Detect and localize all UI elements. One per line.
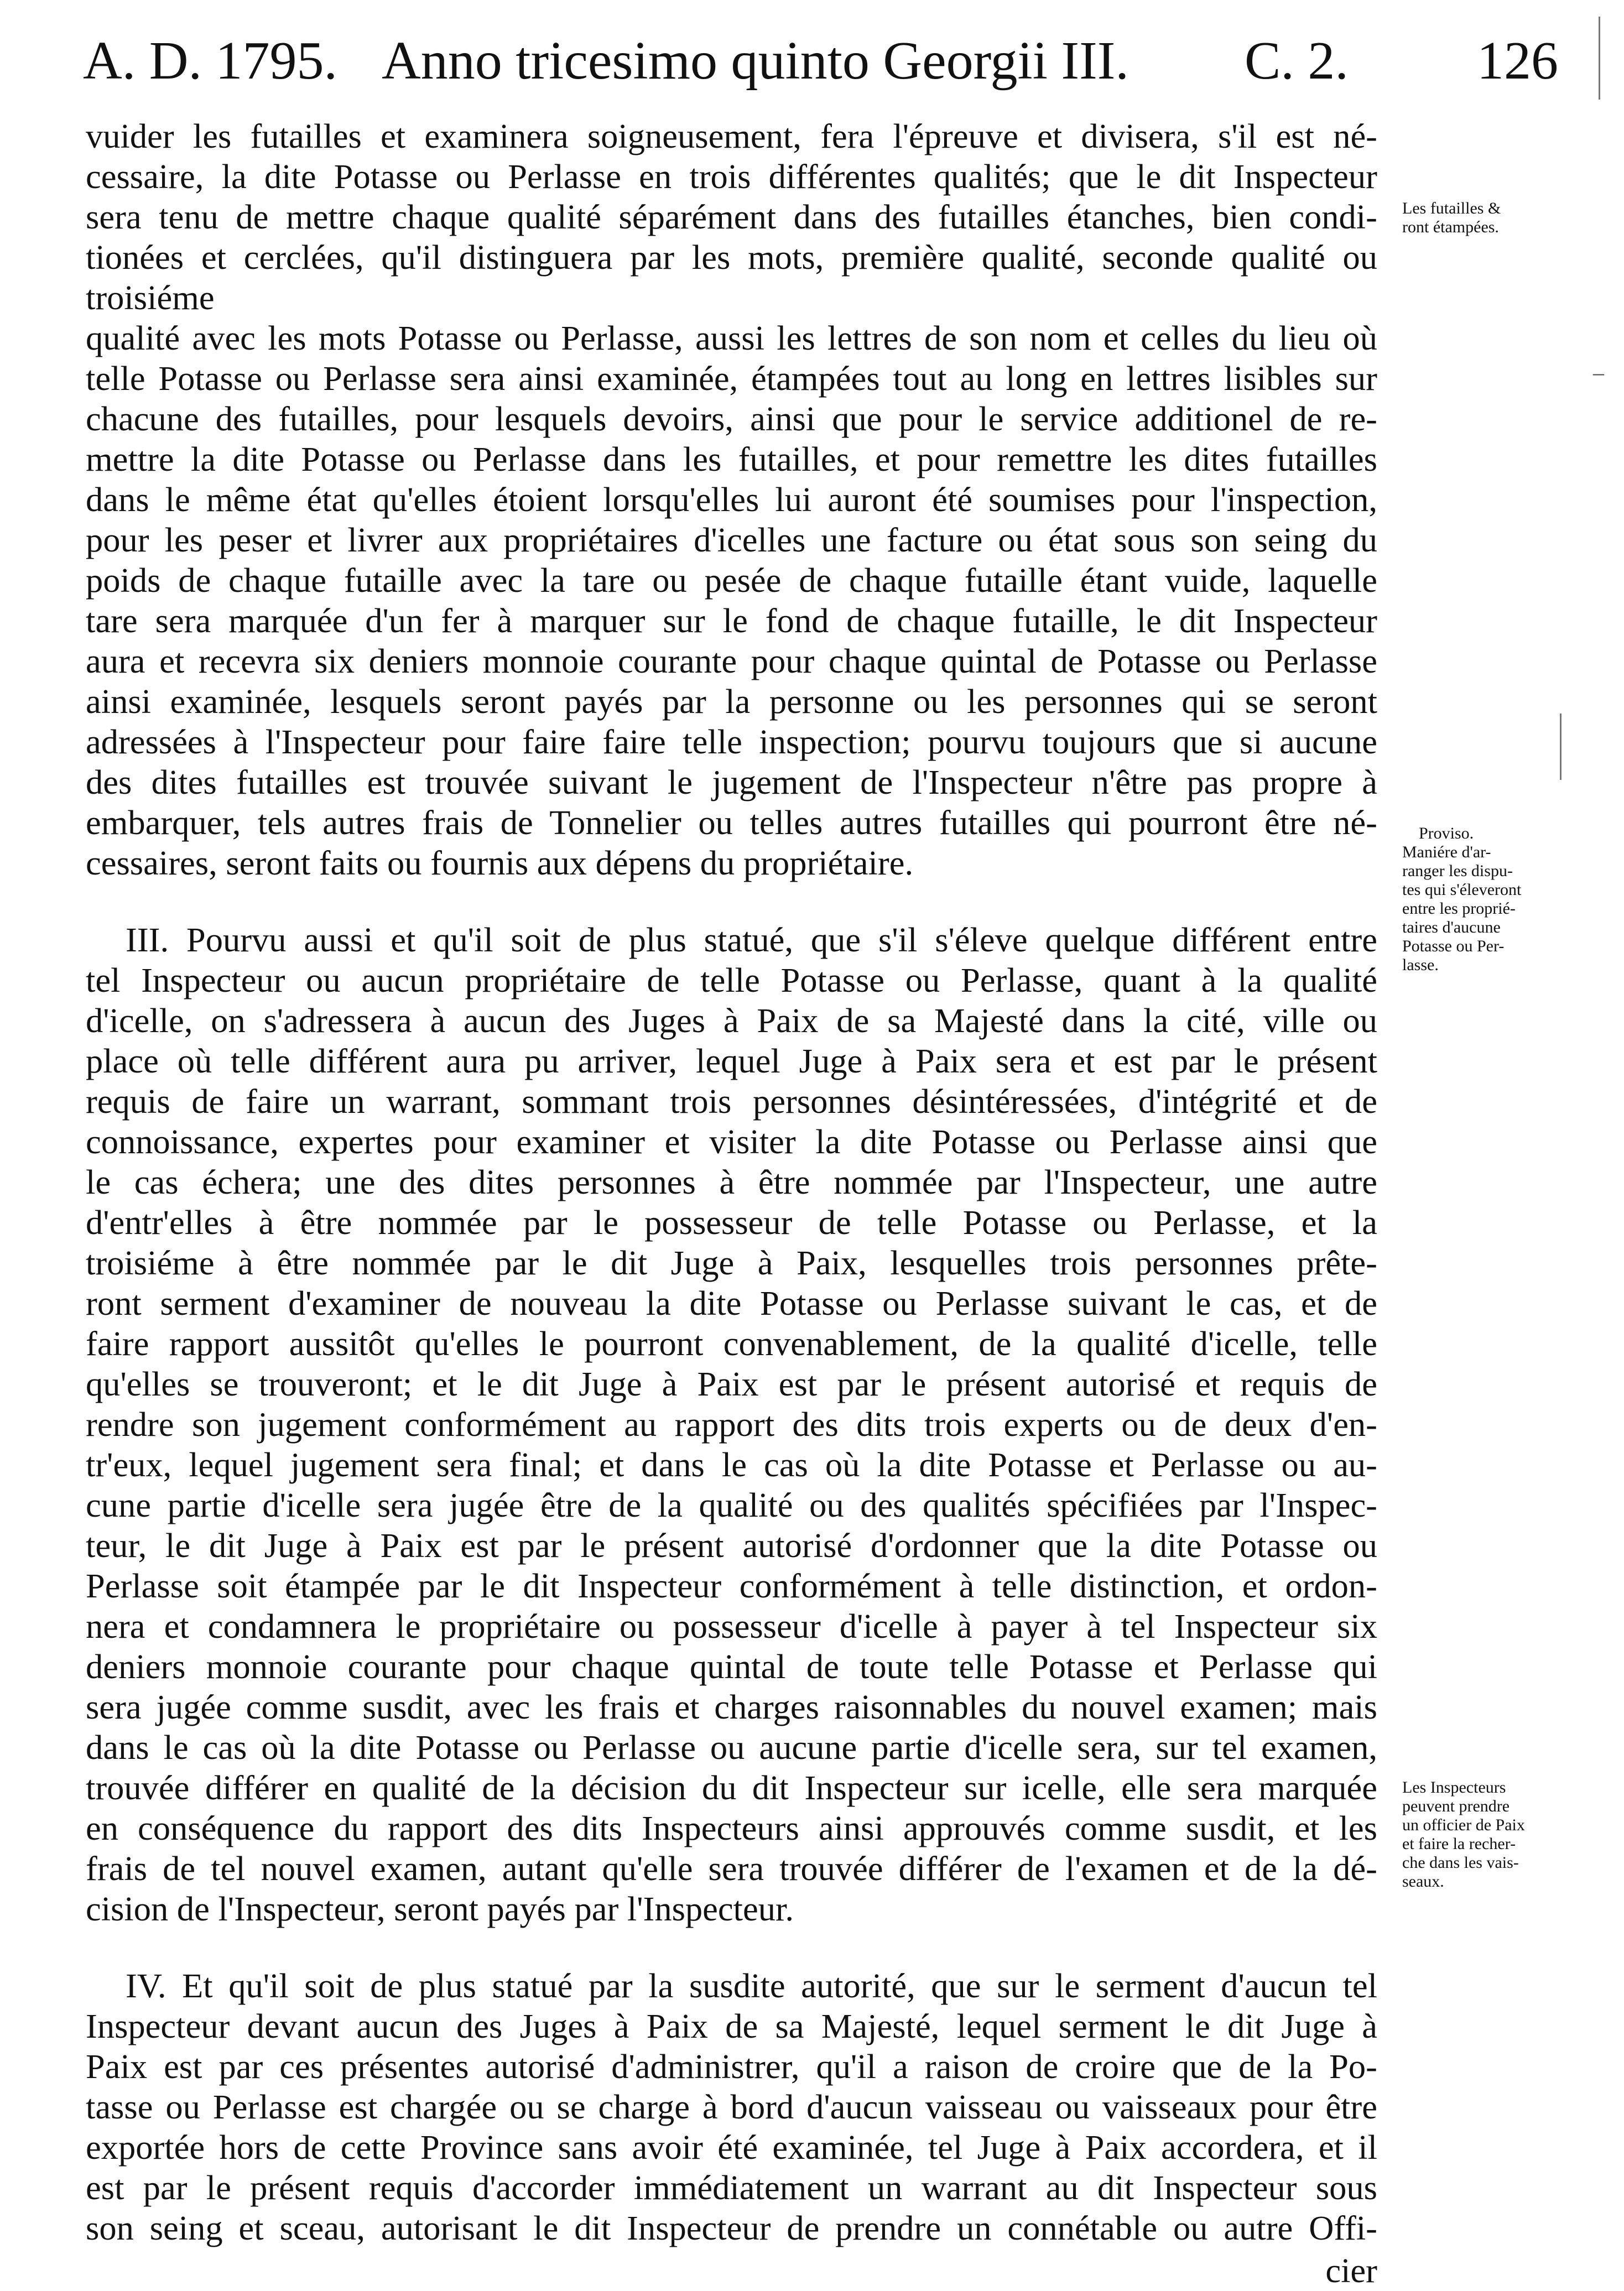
text-line: cision de l'Inspecteur, seront payés par l'Inspecteur. (86, 1889, 794, 1928)
text-line: qualité avec les mots Potasse ou Perlasse, aussi les lettres de son nom et celles du lieu où (86, 319, 1377, 357)
text-line: requis de faire un warrant, sommant trois personnes désintéressées, d'intégrité et de (86, 1082, 1377, 1121)
text-line: son seing et sceau, autorisant le dit Inspecteur de prendre un connétable ou autre Offi- (86, 2209, 1377, 2247)
text-line: tel Inspecteur ou aucun propriétaire de telle Potasse ou Perlasse, quant à la qualité (86, 961, 1377, 999)
text-line: tasse ou Perlasse est chargée ou se charge à bord d'aucun vaisseau ou vaisseaux pour être (86, 2087, 1377, 2126)
margin-note-line: Les futailles & (1402, 199, 1501, 217)
header-year: A. D. 1795. (83, 31, 338, 91)
text-line: rendre son jugement conformément au rapport des dits trois experts ou de deux d'en- (86, 1405, 1377, 1444)
margin-note-line: Potasse ou Per- (1402, 937, 1505, 955)
margin-note-line: Proviso. (1419, 824, 1474, 842)
text-line: qu'elles se trouveront; et le dit Juge à Paix est par le présent autorisé et requis de (86, 1365, 1377, 1403)
text-line: chacune des futailles, pour lesquels devoirs, ainsi que pour le service additionel de re- (86, 399, 1377, 438)
header-chapter: C. 2. (1245, 31, 1349, 91)
text-line: trouvée différer en qualité de la décision du dit Inspecteur sur icelle, elle sera marquée (86, 1768, 1377, 1807)
text-line: Paix est par ces présentes autorisé d'administrer, qu'il a raison de croire que de la Po- (86, 2047, 1377, 2086)
text-line: d'icelle, on s'adressera à aucun des Juges à Paix de sa Majesté dans la cité, ville ou (86, 1001, 1377, 1040)
text-line: tare sera marquée d'un fer à marquer sur le fond de chaque futaille, le dit Inspecteur (86, 601, 1377, 640)
text-line: est par le présent requis d'accorder immédiatement un warrant au dit Inspecteur sous (86, 2168, 1377, 2207)
margin-note-line: Les Inspecteurs (1402, 1778, 1506, 1797)
text-line: Inspecteur devant aucun des Juges à Paix de sa Majesté, lequel serment le dit Juge à (86, 2007, 1377, 2045)
text-line: Perlasse soit étampée par le dit Inspecteur conformément à telle distinction, et ordon- (86, 1566, 1377, 1605)
text-line: poids de chaque futaille avec la tare ou pesée de chaque futaille étant vuide, laquelle (86, 561, 1377, 600)
text-line: dans le même état qu'elles étoient lorsqu'elles lui auront été soumises pour l'inspection, (86, 480, 1377, 519)
paragraph-continuation (86, 116, 1377, 883)
margin-note-casks-stamped (1402, 199, 1587, 237)
page-number: 126 (1477, 31, 1558, 91)
text-line: teur, le dit Juge à Paix est par le présent autorisé d'ordonner que la dite Potasse ou (86, 1526, 1377, 1565)
text-line: pour les peser et livrer aux propriétaires d'icelles une facture ou état sous son seing du (86, 520, 1377, 559)
header-title: Anno tricesimo quinto Georgii III. (382, 31, 1129, 91)
text-line: frais de tel nouvel examen, autant qu'elle sera trouvée différer de l'examen et de la dé- (86, 1849, 1377, 1888)
text-line: cune partie d'icelle sera jugée être de la qualité ou des qualités spécifiées par l'Inspec- (86, 1486, 1377, 1524)
text-line: mettre la dite Potasse ou Perlasse dans les futailles, et pour remettre les dites futailles (86, 440, 1377, 478)
text-line: ainsi examinée, lesquels seront payés par la personne ou les personnes qui se seront (86, 682, 1377, 721)
margin-note-inspectors-search (1402, 1778, 1587, 1891)
text-line: des dites futailles est trouvée suivant le jugement de l'Inspecteur n'être pas propre à (86, 763, 1377, 801)
paragraph-section-iv (86, 1966, 1377, 2248)
margin-note-line: et faire la recher- (1402, 1835, 1516, 1853)
margin-note-line: lasse. (1402, 956, 1439, 974)
text-line: cessaire, la dite Potasse ou Perlasse en trois différentes qualités; que le dit Inspecteur (86, 157, 1377, 196)
margin-note-line: un officier de Paix (1402, 1816, 1525, 1834)
text-line: nera et condamnera le propriétaire ou possesseur d'icelle à payer à tel Inspecteur six (86, 1607, 1377, 1646)
text-line: connoissance, expertes pour examiner et visiter la dite Potasse ou Perlasse ainsi que (86, 1122, 1377, 1161)
text-line: III. Pourvu aussi et qu'il soit de plus statué, que s'il s'éleve quelque différent entre (126, 920, 1377, 959)
text-line: dans le cas où la dite Potasse ou Perlasse ou aucune partie d'icelle sera, sur tel examen, (86, 1728, 1377, 1767)
text-line: d'entr'elles à être nommée par le possesseur de telle Potasse ou Perlasse, et la (86, 1203, 1377, 1242)
text-line: sera tenu de mettre chaque qualité séparément dans des futailles étanches, bien condi- (86, 197, 1377, 236)
text-line: embarquer, tels autres frais de Tonnelier ou telles autres futailles qui pourront être né- (86, 803, 1377, 842)
text-line: sera jugée comme susdit, avec les frais et charges raisonnables du nouvel examen; mais (86, 1688, 1377, 1726)
catchword: cier (1325, 2251, 1377, 2290)
text-line: faire rapport aussitôt qu'elles le pourront convenablement, de la qualité d'icelle, telle (86, 1324, 1377, 1363)
margin-note-proviso-disputes (1402, 824, 1587, 975)
scan-noise (1599, 17, 1600, 100)
text-line: vuider les futailles et examinera soigneusement, fera l'épreuve et divisera, s'il est né- (86, 117, 1377, 155)
body-text (86, 116, 1377, 2291)
text-line: adressées à l'Inspecteur pour faire faire telle inspection; pourvu toujours que si aucune (86, 722, 1377, 761)
text-line: ront serment d'examiner de nouveau la dite Potasse ou Perlasse suivant le cas, et de (86, 1284, 1377, 1322)
text-line: tionées et cerclées, qu'il distinguera par les mots, première qualité, seconde qualité ou troisiéme (86, 238, 1377, 317)
margin-note-line: taires d'aucune (1402, 918, 1501, 936)
print-mark: – (1593, 360, 1604, 385)
text-line: tr'eux, lequel jugement sera final; et dans le cas où la dite Potasse et Perlasse ou au- (86, 1445, 1377, 1484)
text-line: cessaires, seront faits ou fournis aux dépens du propriétaire. (86, 843, 914, 882)
text-line: troisiéme à être nommée par le dit Juge à Paix, lesquelles trois personnes prête- (86, 1243, 1377, 1282)
margin-note-line: che dans les vais- (1402, 1853, 1519, 1872)
text-line: place où telle différent aura pu arriver, lequel Juge à Paix sera et est par le présent (86, 1042, 1377, 1080)
margin-note-line: entre les proprié- (1402, 899, 1516, 918)
text-line: en conséquence du rapport des dits Inspecteurs ainsi approuvés comme susdit, et les (86, 1809, 1377, 1847)
margin-note-line: tes qui s'éleveront (1402, 881, 1522, 899)
paragraph-section-iii (86, 920, 1377, 1929)
margin-note-line: seaux. (1402, 1872, 1444, 1891)
scan-noise (1560, 714, 1561, 780)
text-line: le cas échera; une des dites personnes à être nommée par l'Inspecteur, une autre (86, 1163, 1377, 1201)
margin-note-line: ranger les dispu- (1402, 862, 1513, 880)
text-line: IV. Et qu'il soit de plus statué par la susdite autorité, que sur le serment d'aucun tel (126, 1966, 1377, 2005)
text-line: aura et recevra six deniers monnoie courante pour chaque quintal de Potasse ou Perlasse (86, 642, 1377, 680)
margin-note-line: Maniére d'ar- (1402, 843, 1491, 861)
margin-note-line: ront étampées. (1402, 218, 1499, 236)
running-header (83, 22, 1576, 100)
margin-note-line: peuvent prendre (1402, 1797, 1510, 1815)
text-line: exportée hors de cette Province sans avoir été examinée, tel Juge à Paix accordera, et il (86, 2128, 1377, 2167)
text-line: deniers monnoie courante pour chaque quintal de toute telle Potasse et Perlasse qui (86, 1647, 1377, 1686)
text-line: telle Potasse ou Perlasse sera ainsi examinée, étampées tout au long en lettres lisibles sur (86, 359, 1377, 398)
